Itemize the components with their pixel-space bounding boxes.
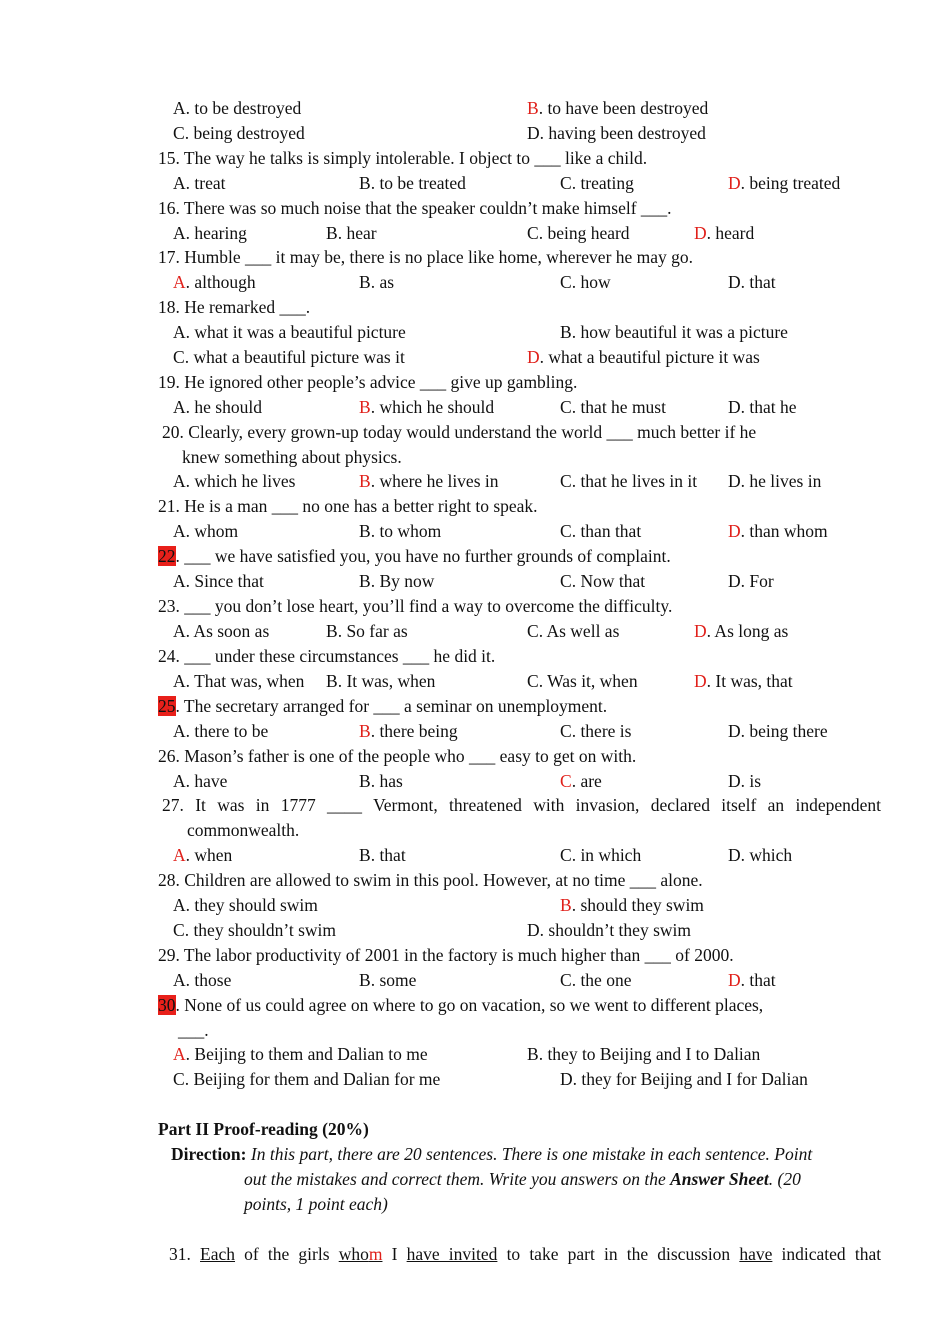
question-number: 30 — [158, 995, 176, 1015]
question-20 — [162, 421, 756, 443]
option-b — [359, 271, 394, 293]
question-stem: . ___ under these circumstances ___ he did it. — [175, 646, 496, 666]
option-b — [527, 1043, 760, 1065]
question-stem: . Clearly, every grown-up today would understand the world ___ much better if he — [179, 422, 757, 442]
option-text: . they to Beijing and I to Dalian — [538, 1044, 761, 1064]
option-letter: B — [326, 223, 338, 243]
question-stem: . The way he talks is simply intolerable. I object to ___ like a child. — [175, 148, 648, 168]
question-31 — [169, 1243, 881, 1265]
option-text: . there is — [571, 721, 632, 741]
answer-sheet-label — [670, 1169, 769, 1189]
option-text: . although — [185, 272, 256, 292]
option-text: . Was it, when — [538, 671, 638, 691]
question-number: 22 — [158, 546, 176, 566]
option-text: . which he should — [370, 397, 495, 417]
option-a — [173, 894, 318, 916]
option-letter: A — [173, 571, 186, 591]
option-d — [728, 770, 761, 792]
option-text: . than whom — [740, 521, 828, 541]
question-23 — [158, 595, 672, 617]
option-text: . what a beautiful picture it was — [539, 347, 760, 367]
question-stem: . The labor productivity of 2001 in the factory is much higher than ___ of 2000. — [175, 945, 734, 965]
option-text: . is — [740, 771, 762, 791]
option-letter: B — [326, 621, 338, 641]
option-letter: B — [527, 98, 539, 118]
option-letter: C — [560, 173, 572, 193]
question-24 — [158, 645, 495, 667]
option-c — [560, 844, 641, 866]
option-b — [527, 97, 708, 119]
option-c — [560, 172, 634, 194]
option-text: . which he lives — [185, 471, 296, 491]
option-letter: D — [728, 521, 741, 541]
option-letter: A — [173, 895, 186, 915]
option-text: . being destroyed — [184, 123, 305, 143]
option-text: . By now — [370, 571, 435, 591]
direction-text: points, 1 point each) — [244, 1194, 388, 1214]
question-number: 19 — [158, 372, 176, 392]
question-26 — [158, 745, 636, 767]
option-letter: D — [728, 571, 741, 591]
option-b — [359, 844, 406, 866]
option-text: . when — [185, 845, 233, 865]
option-letter: A — [173, 1044, 186, 1064]
option-letter: A — [173, 397, 186, 417]
question-stem-continued: commonwealth. — [187, 820, 300, 840]
option-letter: C — [173, 123, 185, 143]
option-letter: C — [173, 347, 185, 367]
option-letter: B — [359, 272, 371, 292]
option-b — [359, 570, 434, 592]
option-text: . some — [370, 970, 417, 990]
question-15 — [158, 147, 647, 169]
option-text: . heard — [706, 223, 755, 243]
question-28 — [158, 869, 703, 891]
option-letter: D — [694, 621, 707, 641]
option-b — [359, 720, 458, 742]
question-25 — [158, 695, 607, 717]
option-text: . have — [185, 771, 228, 791]
question-number: 16 — [158, 198, 176, 218]
question-number: 28 — [158, 870, 176, 890]
option-letter: C — [527, 223, 539, 243]
option-letter: C — [560, 272, 572, 292]
question-stem: . None of us could agree on where to go on vacation, so we went to different places, — [175, 995, 764, 1015]
option-text: . to whom — [370, 521, 442, 541]
option-d — [728, 271, 776, 293]
direction-line — [171, 1143, 812, 1165]
option-a — [173, 844, 232, 866]
option-c — [560, 520, 641, 542]
word-part: who — [338, 1244, 369, 1264]
option-letter: C — [560, 397, 572, 417]
question-stem-continued: knew something about physics. — [182, 447, 402, 467]
direction-line — [244, 1168, 801, 1190]
question-16 — [158, 197, 672, 219]
option-a — [173, 321, 406, 343]
option-c — [560, 396, 666, 418]
option-letter: A — [173, 98, 186, 118]
option-text: . hear — [337, 223, 377, 243]
option-d — [694, 222, 754, 244]
option-letter: B — [326, 671, 338, 691]
underlined-word: have — [739, 1244, 773, 1264]
direction-label: Direction: — [171, 1144, 247, 1164]
question-27 — [162, 794, 881, 816]
option-text: . than that — [571, 521, 642, 541]
option-b — [359, 969, 416, 991]
option-d — [728, 844, 792, 866]
option-d — [728, 720, 828, 742]
option-letter: D — [728, 721, 741, 741]
question-stem: . He remarked ___. — [175, 297, 311, 317]
option-text: . where he lives in — [370, 471, 499, 491]
option-text: . Beijing to them and Dalian to me — [185, 1044, 428, 1064]
option-d — [728, 520, 828, 542]
option-text: . being heard — [538, 223, 630, 243]
option-text: . to have been destroyed — [538, 98, 709, 118]
option-c — [527, 620, 619, 642]
option-text: . being treated — [740, 173, 841, 193]
question-27-continuation — [187, 819, 299, 841]
option-c — [560, 271, 611, 293]
option-a — [173, 570, 264, 592]
section-heading — [158, 1118, 369, 1140]
option-letter: C — [527, 671, 539, 691]
option-text: . which — [740, 845, 793, 865]
option-text: . he should — [185, 397, 262, 417]
option-text: . shouldn’t they swim — [539, 920, 691, 940]
question-number: 26 — [158, 746, 176, 766]
option-letter: B — [359, 571, 371, 591]
option-letter: A — [173, 272, 186, 292]
option-letter: D — [728, 970, 741, 990]
option-text: . Since that — [185, 571, 264, 591]
option-text: . that — [370, 845, 406, 865]
direction-line — [244, 1193, 388, 1215]
option-text: . those — [185, 970, 232, 990]
option-a — [173, 670, 304, 692]
question-18 — [158, 296, 310, 318]
option-letter: A — [173, 970, 186, 990]
option-text: . It was, when — [337, 671, 436, 691]
option-text: . to be treated — [370, 173, 466, 193]
answer-sheet-bold: Answer Sheet — [670, 1169, 769, 1189]
option-letter: D — [728, 173, 741, 193]
option-letter: D — [527, 123, 540, 143]
option-text: . Now that — [571, 571, 646, 591]
question-stem: . It was in 1777 ____ Vermont, threatened with invasion, declared itself an independent — [179, 795, 881, 815]
question-number: 25 — [158, 696, 176, 716]
option-text: . the one — [571, 970, 632, 990]
option-letter: C — [560, 571, 572, 591]
option-letter: D — [694, 223, 707, 243]
option-a — [173, 470, 295, 492]
option-text: . should they swim — [571, 895, 704, 915]
option-c — [527, 222, 630, 244]
option-text: . that he must — [571, 397, 666, 417]
option-letter: D — [728, 272, 741, 292]
option-d — [694, 670, 793, 692]
option-text: . as — [370, 272, 395, 292]
option-text: . are — [571, 771, 602, 791]
option-d — [527, 919, 691, 941]
option-letter: B — [527, 1044, 539, 1064]
question-number: 18 — [158, 297, 176, 317]
option-text: . that — [740, 272, 776, 292]
option-d — [728, 570, 774, 592]
question-21 — [158, 495, 538, 517]
option-text: . treating — [571, 173, 634, 193]
option-b — [326, 670, 435, 692]
option-a — [173, 222, 247, 244]
option-text: . It was, that — [706, 671, 793, 691]
option-text: . there being — [370, 721, 458, 741]
sentence-text: indicated that — [781, 1244, 882, 1264]
question-stem: . Humble ___ it may be, there is no place like home, wherever he may go. — [175, 247, 694, 267]
option-c — [560, 720, 631, 742]
option-c — [173, 919, 336, 941]
option-text: . that — [740, 970, 776, 990]
underlined-word — [339, 1244, 383, 1264]
question-number: 23 — [158, 596, 176, 616]
option-a — [173, 1043, 428, 1065]
sentence-text: to take part in the discussion — [506, 1244, 731, 1264]
option-letter: B — [560, 322, 572, 342]
option-text: . that he — [740, 397, 797, 417]
question-30-continuation — [178, 1019, 209, 1041]
option-letter: B — [359, 521, 371, 541]
option-b — [359, 172, 466, 194]
option-text: . what it was a beautiful picture — [185, 322, 406, 342]
option-text: . in which — [571, 845, 642, 865]
underlined-word: Each — [200, 1244, 236, 1264]
option-letter: C — [560, 845, 572, 865]
option-letter: C — [560, 771, 572, 791]
option-a — [173, 172, 225, 194]
option-a — [173, 720, 268, 742]
option-letter: B — [560, 895, 572, 915]
option-letter: A — [173, 621, 186, 641]
option-b — [560, 894, 704, 916]
option-d — [527, 122, 706, 144]
option-text: . how — [571, 272, 611, 292]
option-a — [173, 396, 262, 418]
option-letter: A — [173, 471, 186, 491]
option-a — [173, 271, 256, 293]
option-text: . there to be — [185, 721, 269, 741]
option-a — [173, 770, 227, 792]
question-stem: . The secretary arranged for ___ a seminar on unemployment. — [175, 696, 608, 716]
question-stem-continued: ___. — [178, 1020, 209, 1040]
question-stem: . ___ you don’t lose heart, you’ll find a way to overcome the difficulty. — [175, 596, 673, 616]
option-b — [560, 321, 788, 343]
option-letter: B — [359, 970, 371, 990]
option-text: . So far as — [337, 621, 408, 641]
option-text: . That was, when — [185, 671, 305, 691]
option-letter: D — [527, 347, 540, 367]
option-letter: C — [173, 920, 185, 940]
question-stem: . He is a man ___ no one has a better right to speak. — [175, 496, 538, 516]
option-letter: C — [173, 1069, 185, 1089]
option-d — [728, 969, 776, 991]
option-c — [560, 969, 631, 991]
sentence-text: of the girls — [244, 1244, 330, 1264]
option-b — [359, 470, 499, 492]
direction-text: . (20 — [768, 1169, 801, 1189]
question-number: 15 — [158, 148, 176, 168]
option-letter: A — [173, 322, 186, 342]
option-c — [560, 470, 697, 492]
question-stem: . He ignored other people’s advice ___ give up gambling. — [175, 372, 578, 392]
question-number: 20 — [162, 422, 180, 442]
option-letter: B — [359, 471, 371, 491]
option-a — [173, 520, 238, 542]
section-heading-text: Part II Proof-reading (20%) — [158, 1119, 369, 1139]
option-letter: D — [728, 471, 741, 491]
option-a — [173, 97, 301, 119]
question-number: 27 — [162, 795, 180, 815]
option-text: . to be destroyed — [185, 98, 302, 118]
question-stem: . Mason’s father is one of the people who ___ easy to get on with. — [175, 746, 637, 766]
option-letter: C — [560, 970, 572, 990]
option-letter: B — [359, 845, 371, 865]
option-d — [728, 470, 821, 492]
option-letter: C — [560, 721, 572, 741]
question-22 — [158, 545, 671, 567]
option-text: . having been destroyed — [539, 123, 706, 143]
option-text: . As well as — [538, 621, 620, 641]
option-letter: D — [560, 1069, 573, 1089]
option-text: . treat — [185, 173, 226, 193]
option-letter: A — [173, 845, 186, 865]
option-letter: B — [359, 721, 371, 741]
option-text: . has — [370, 771, 403, 791]
option-letter: C — [560, 521, 572, 541]
option-text: . For — [740, 571, 774, 591]
question-number: 21 — [158, 496, 176, 516]
option-letter: B — [359, 397, 371, 417]
option-b — [359, 770, 403, 792]
option-c — [173, 122, 305, 144]
option-text: . whom — [185, 521, 239, 541]
question-stem: . ___ we have satisfied you, you have no further grounds of complaint. — [175, 546, 671, 566]
option-d — [728, 396, 797, 418]
option-letter: A — [173, 721, 186, 741]
question-29 — [158, 944, 734, 966]
option-d — [728, 172, 840, 194]
question-stem: . Children are allowed to swim in this pool. However, at no time ___ alone. — [175, 870, 703, 890]
question-number: 17 — [158, 247, 176, 267]
question-30 — [158, 994, 763, 1016]
sentence-text: I — [391, 1244, 398, 1264]
option-c — [527, 670, 638, 692]
option-b — [359, 396, 494, 418]
question-number: 24 — [158, 646, 176, 666]
option-d — [527, 346, 760, 368]
question-20-continuation — [182, 446, 402, 468]
option-letter: C — [527, 621, 539, 641]
option-letter: A — [173, 521, 186, 541]
option-d — [694, 620, 788, 642]
option-b — [359, 520, 441, 542]
underlined-word: have invited — [406, 1244, 498, 1264]
question-number: 29 — [158, 945, 176, 965]
option-text: . they should swim — [185, 895, 318, 915]
option-letter: D — [527, 920, 540, 940]
option-c — [560, 570, 645, 592]
question-19 — [158, 371, 577, 393]
option-text: . Beijing for them and Dalian for me — [184, 1069, 441, 1089]
option-text: . hearing — [185, 223, 247, 243]
inserted-letter: m — [368, 1244, 383, 1264]
option-letter: A — [173, 173, 186, 193]
question-stem: . There was so much noise that the speaker couldn’t make himself ___. — [175, 198, 672, 218]
option-letter: B — [359, 771, 371, 791]
option-letter: D — [728, 397, 741, 417]
option-text: . what a beautiful picture was it — [184, 347, 405, 367]
option-c — [560, 770, 602, 792]
option-letter: D — [728, 771, 741, 791]
option-text: . they shouldn’t swim — [184, 920, 337, 940]
option-letter: B — [359, 173, 371, 193]
option-b — [326, 620, 408, 642]
option-text: . As soon as — [185, 621, 270, 641]
option-letter: C — [560, 471, 572, 491]
option-b — [326, 222, 377, 244]
option-letter: D — [694, 671, 707, 691]
option-text: . he lives in — [740, 471, 822, 491]
option-d — [560, 1068, 808, 1090]
option-text: . how beautiful it was a picture — [571, 322, 788, 342]
option-text: . being there — [740, 721, 828, 741]
option-text: . that he lives in it — [571, 471, 698, 491]
option-text: . they for Beijing and I for Dalian — [572, 1069, 808, 1089]
question-17 — [158, 246, 693, 268]
option-letter: A — [173, 771, 186, 791]
option-letter: D — [728, 845, 741, 865]
direction-text: out the mistakes and correct them. Write you answers on the — [244, 1169, 671, 1189]
option-c — [173, 346, 405, 368]
option-text: . As long as — [706, 621, 789, 641]
option-c — [173, 1068, 440, 1090]
option-letter: A — [173, 223, 186, 243]
direction-text: In this part, there are 20 sentences. There is one mistake in each sentence. Point — [246, 1144, 813, 1164]
option-a — [173, 969, 231, 991]
question-number: 31. — [169, 1244, 191, 1264]
option-a — [173, 620, 269, 642]
option-letter: A — [173, 671, 186, 691]
